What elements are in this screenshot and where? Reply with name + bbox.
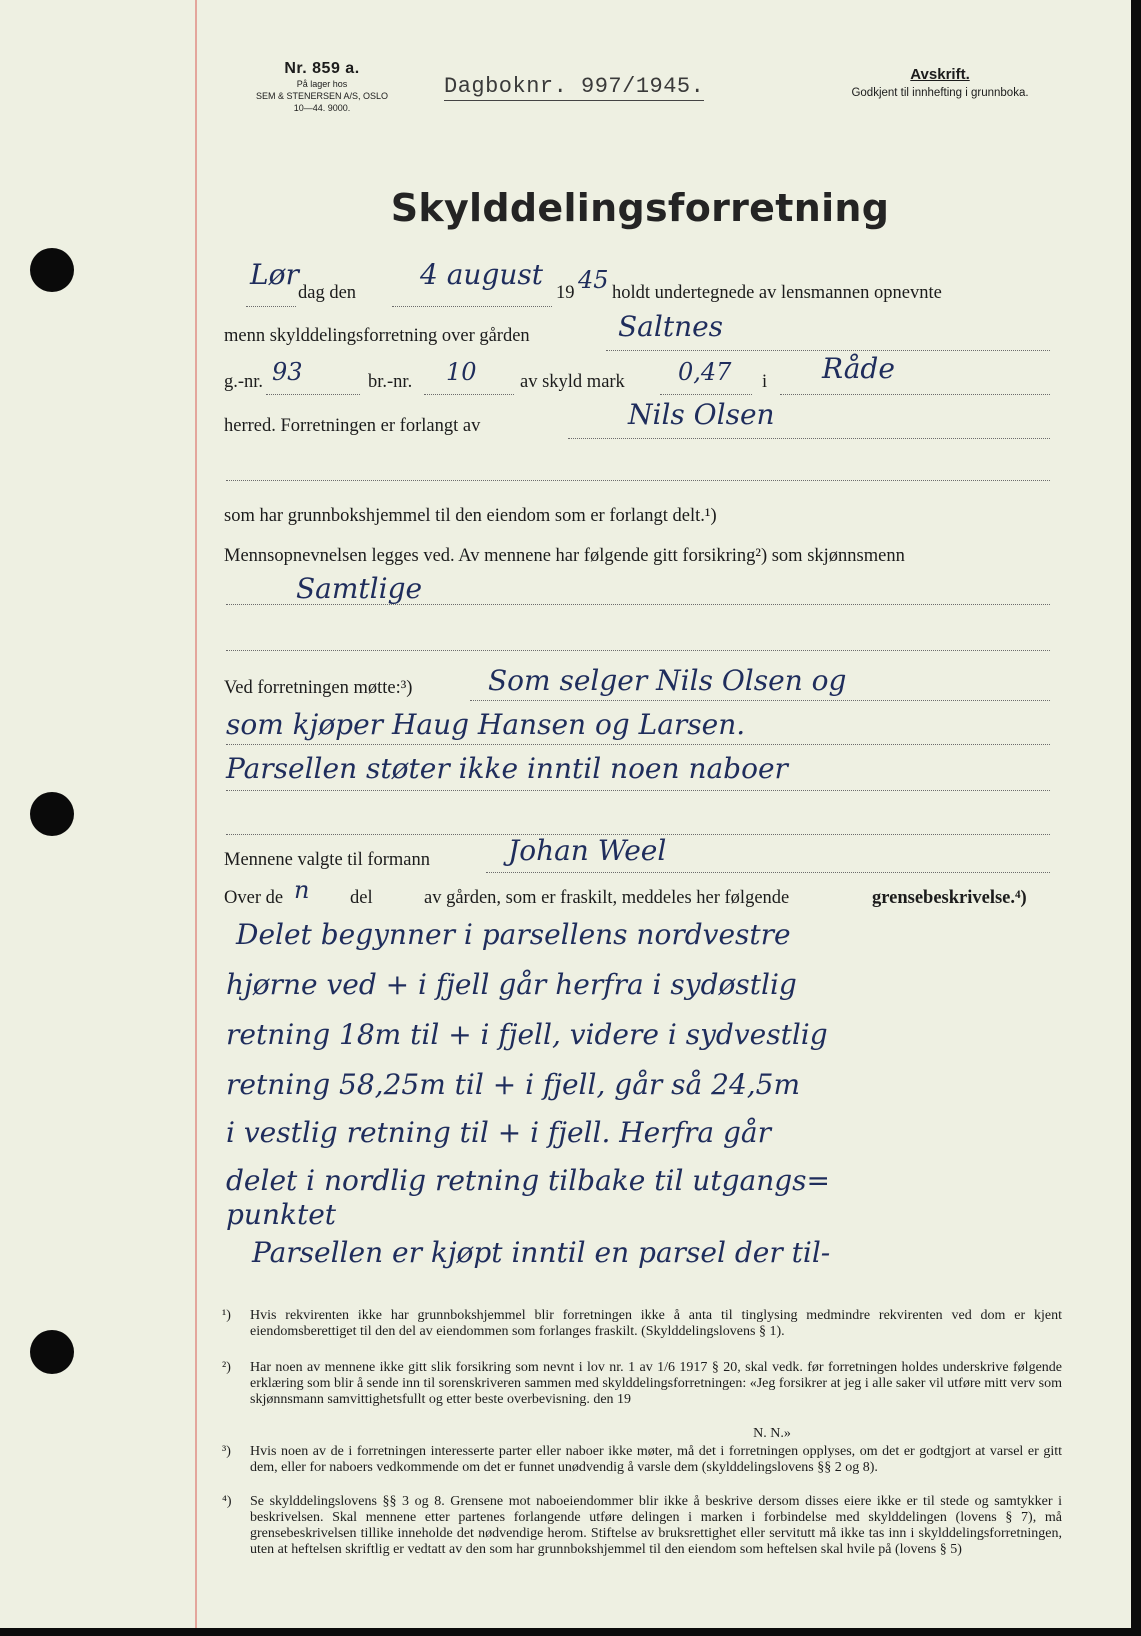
- handwritten-day: Lør: [250, 258, 299, 291]
- forsikring-rule: [226, 604, 1050, 605]
- handwritten-formann: Johan Weel: [508, 834, 667, 867]
- handwritten-over-n: n: [294, 876, 310, 904]
- footnote-2-mark: ²): [222, 1360, 231, 1375]
- brnr-rule: [424, 394, 514, 395]
- mote-label: Ved forretningen møtte:³): [224, 678, 413, 698]
- i-label: i: [762, 372, 768, 392]
- footnote-3-mark: ³): [222, 1444, 231, 1459]
- gnr-rule: [266, 394, 360, 395]
- mennsop-text: Mennsopnevnelsen legges ved. Av mennene har følgende gitt forsikring²) som skjønnsmenn: [224, 546, 905, 566]
- margin-line: [195, 0, 197, 1628]
- footnote-4-mark: ⁴): [222, 1494, 232, 1509]
- description-line-5: i vestlig retning til + i fjell. Herfra går: [226, 1116, 771, 1149]
- gnr-label: g.-nr.: [224, 372, 264, 392]
- handwritten-forsikring: Samtlige: [296, 572, 423, 605]
- footnote-2-signature: [222, 1426, 1062, 1442]
- blank-rule-1: [226, 480, 1050, 481]
- footnote-2: [222, 1360, 1062, 1408]
- description-line-4: retning 58,25m til + i fjell, går så 24,5m: [226, 1068, 801, 1101]
- requester-rule: [568, 438, 1050, 439]
- description-line-8: Parsellen er kjøpt inntil en parsel der til-: [252, 1236, 831, 1269]
- del-label: del: [350, 888, 373, 908]
- formann-label: Mennene valgte til formann: [224, 850, 431, 870]
- handwritten-brnr: 10: [446, 358, 477, 386]
- grense-word: grensebeskrivelse.: [872, 888, 1016, 908]
- dagbok-number: Dagboknr. 997/1945.: [444, 74, 705, 99]
- grunnbok-text: som har grunnbokshjemmel til den eiendom som er forlangt delt.¹): [224, 506, 717, 526]
- skyld-rule: [660, 394, 752, 395]
- footnote-1-text: Hvis rekvirenten ikke har grunnbokshjemmel blir forretningen ikke å anta til tinglysing medmindre rekvirenten ved dom er kjent eiendomsberettiget til den del av eiendommen som forlanges fraskilt. (Skylddelingslovens § 1).: [250, 1308, 1062, 1339]
- handwritten-requester: Nils Olsen: [628, 398, 775, 431]
- document-title: Skylddelingsforretning: [390, 186, 890, 230]
- formann-rule: [486, 872, 1050, 873]
- handwritten-farm: Saltnes: [618, 310, 724, 343]
- farm-rule: [606, 350, 1050, 351]
- avskrift-label: Avskrift.: [910, 66, 970, 83]
- footnote-4: [222, 1494, 1062, 1558]
- punch-hole-top: [30, 248, 74, 292]
- footnote-1-mark: ¹): [222, 1308, 231, 1323]
- grense-footnote-mark: ⁴): [1015, 888, 1027, 908]
- avskrift-stamp: [820, 66, 1060, 99]
- handwritten-date: 4 august: [420, 258, 544, 291]
- punch-hole-middle: [30, 792, 74, 836]
- handwritten-year: 45: [578, 266, 609, 294]
- footnote-2-text: Har noen av mennene ikke gitt slik forsikring som nevnt i lov nr. 1 av 1/6 1917 § 20, skal vedk. før forretningen holdes underskrive følgende erklæring som blir å sende inn til sorenskriveren sammen med skylddelingsforretningen: «Jeg forsikrer at jeg i alle saker vil utføre mitt verv som skjønnsmann samvittighetsfullt og etter beste overbevisning. den 19: [250, 1360, 1062, 1407]
- print-code: 10—44. 9000.: [293, 103, 351, 113]
- publisher-line-1: På lager hos: [296, 79, 348, 89]
- handwritten-skyld: 0,47: [678, 358, 732, 386]
- mote-rule-1: [470, 700, 1050, 701]
- footnote-4-text: Se skylddelingslovens §§ 3 og 8. Grensene mot naboeiendommer blir ikke å beskrive dersom disses eiere ikke er til stede og samtykker i beskrivelsen. Skal mennene etter partenes forlangende utføre delingen i marken i forbindelse med skylddelingen (lovens § 7), må grensebeskrivelsen tillike inneholde det nødvendige herom. Stiftelse av bruksrettighet eller servitutt må ikke tas inn i skylddelingsforretningen, uten at heftelsen skriftlig er vedtatt av den som har grunnbokshjemmel til den eiendom som heftelsen skal hvile på (lovens § 5): [250, 1494, 1062, 1557]
- punch-hole-bottom: [30, 1330, 74, 1374]
- herred-text: herred. Forretningen er forlangt av: [224, 416, 481, 436]
- dag-den-label: dag den: [298, 283, 357, 303]
- handwritten-mote-2: som kjøper Haug Hansen og Larsen.: [226, 708, 746, 741]
- handwritten-municipality: Råde: [822, 352, 895, 385]
- description-line-3: retning 18m til + i fjell, videre i sydvestlig: [226, 1018, 828, 1051]
- handwritten-gnr: 93: [272, 358, 303, 386]
- holdt-text: holdt undertegnede av lensmannen opnevnte: [612, 283, 942, 303]
- skyld-label: av skyld mark: [520, 372, 625, 392]
- municipality-rule: [780, 394, 1050, 395]
- year-prefix: 19: [556, 283, 575, 303]
- description-line-1: Delet begynner i parsellens nordvestre: [236, 918, 791, 951]
- handwritten-mote-3: Parsellen støter ikke inntil noen naboer: [226, 752, 788, 785]
- mote-rule-2: [226, 744, 1050, 745]
- date-rule: [392, 306, 552, 307]
- footnote-3: [222, 1444, 1062, 1476]
- godkjent-label: Godkjent til innhefting i grunnboka.: [851, 87, 1029, 99]
- description-line-2: hjørne ved + i fjell går herfra i sydøstlig: [226, 968, 797, 1001]
- description-line-7: punktet: [226, 1198, 337, 1231]
- footnote-3-text: Hvis noen av de i forretningen interesserte parter eller naboer ikke møter, må det i forretningen opplyses, om det er godtgjort at varsel er gitt dem, eller for naboers vedkommende om det er funnet unødvendig å varsle dem (skylddelingslovens §§ 2 og 8).: [250, 1444, 1062, 1475]
- grense-label: [872, 888, 1027, 909]
- over-de-label: Over de: [224, 888, 284, 908]
- form-number: Nr. 859 a.: [284, 60, 360, 77]
- description-line-6: delet i nordlig retning tilbake til utgangs=: [226, 1164, 830, 1197]
- footnote-2-signature-text: N. N.»: [753, 1426, 791, 1441]
- form-stamp: [232, 60, 412, 114]
- brnr-label: br.-nr.: [368, 372, 413, 392]
- publisher-line-2: SEM & STENERSEN A/S, OSLO: [255, 91, 389, 101]
- footnote-1: [222, 1308, 1062, 1340]
- garden-text: av gården, som er fraskilt, meddeles her følgende: [424, 888, 790, 908]
- blank-rule-2: [226, 650, 1050, 651]
- day-rule: [246, 306, 296, 307]
- menn-text: menn skylddelingsforretning over gården: [224, 326, 530, 346]
- handwritten-mote-1: Som selger Nils Olsen og: [488, 664, 847, 697]
- mote-rule-3: [226, 790, 1050, 791]
